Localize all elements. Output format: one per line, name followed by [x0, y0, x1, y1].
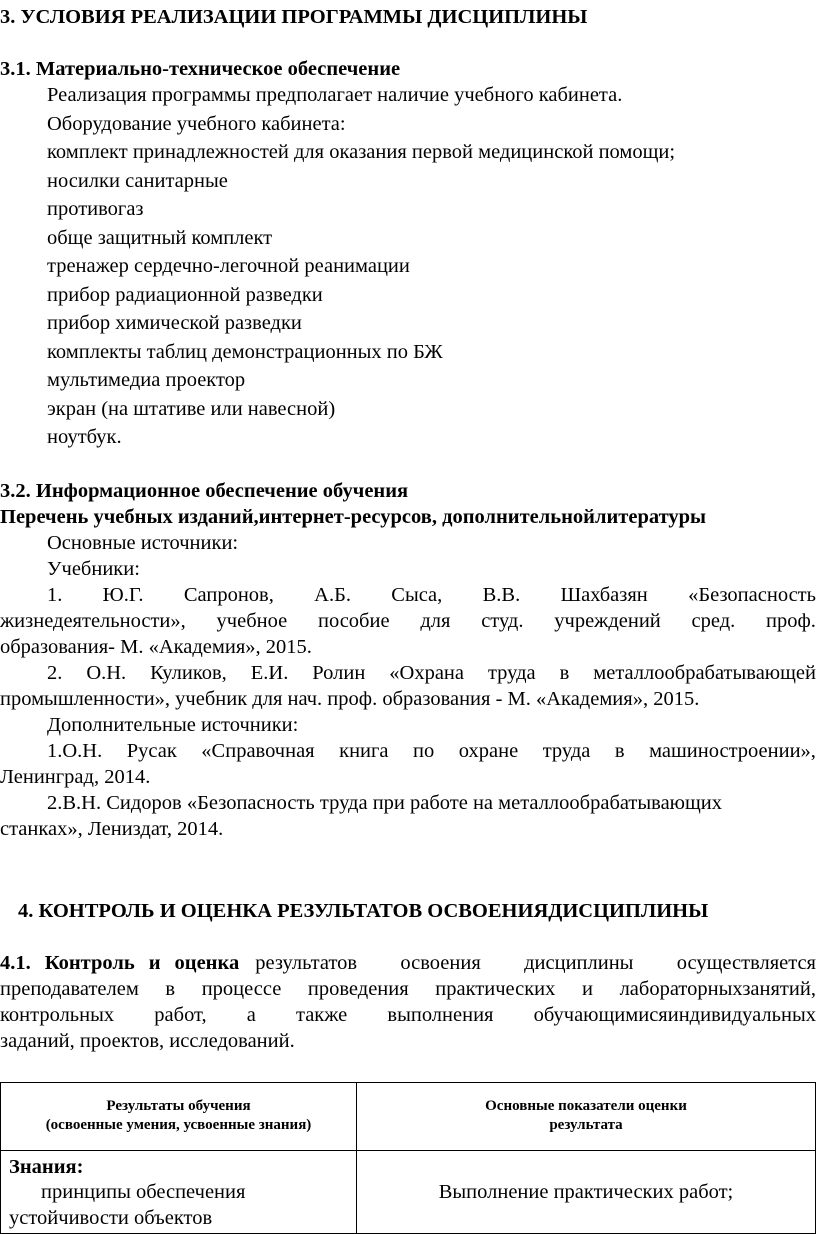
knowledge-text-line-2: устойчивости объектов [9, 1207, 213, 1229]
word: практических [435, 978, 556, 1000]
table-header-row [1, 1083, 816, 1151]
header-results-line-2: (освоенные умения, усвоенные знания) [45, 1117, 312, 1133]
reference-1-line-2 [0, 608, 816, 634]
word: 1. [47, 584, 63, 606]
word: Контроль [44, 952, 135, 974]
word: жизнедеятельности», [0, 610, 186, 632]
word: осуществляется [676, 952, 816, 974]
subsection-3-1-title: 3.1. Материально-техническое обеспечение [0, 58, 401, 80]
reference-3-line-1 [47, 738, 816, 764]
subsection-3-2-title: 3.2. Информационное обеспечение обучения [0, 480, 409, 502]
word: в [559, 662, 570, 684]
word: Сапронов, [183, 584, 274, 606]
equipment-list-item: Оборудование учебного кабинета: [47, 112, 346, 135]
word: результатов [255, 952, 358, 974]
equipment-list-item: противогаз [47, 198, 144, 220]
word: и [148, 952, 161, 974]
table-header-indicators [357, 1083, 816, 1151]
table-cell-knowledge [1, 1151, 357, 1234]
section-4-title: 4. КОНТРОЛЬ И ОЦЕНКА РЕЗУЛЬТАТОВ ОСВОЕНИЯДИСЦИПЛИНЫ [18, 900, 709, 922]
equipment-list-item: обще защитный комплект [47, 226, 273, 249]
reference-4-line-1: 2.В.Н. Сидоров «Безопасность труда при работе на металлообрабатывающих [47, 792, 722, 814]
extra-sources-label: Дополнительные источники: [47, 714, 299, 736]
word: труда [542, 740, 591, 762]
paragraph-4-1-rest [255, 950, 816, 976]
word: 2. [47, 662, 63, 684]
word: для [420, 610, 451, 632]
word: труда [487, 662, 536, 684]
equipment-list-item: тренажер сердечно-легочной реанимации [47, 255, 410, 277]
textbooks-label: Учебники: [47, 558, 140, 580]
equipment-list-item: комплекты таблиц демонстрационных по БЖ [47, 340, 443, 363]
word: освоения [400, 952, 481, 974]
word: контрольных [0, 1004, 115, 1026]
word: также [296, 1004, 348, 1026]
word: металлообрабатывающей [593, 662, 816, 684]
equipment-list-item: экран (на штативе или навесной) [47, 397, 336, 420]
word: «Охрана [389, 662, 465, 684]
word: лабораторныхзанятий, [619, 978, 816, 1000]
word: работ, [154, 1004, 207, 1026]
equipment-list-item: ноутбук. [47, 426, 122, 448]
header-results-line-1: Результаты обучения [106, 1098, 251, 1114]
word: проведения [307, 978, 409, 1000]
word: Куликов, [150, 662, 227, 684]
paragraph-4-1-line-3 [0, 1002, 816, 1028]
paragraph-4-1-line-1 [0, 950, 816, 976]
word: Сыса, [391, 584, 443, 606]
header-indicators-line-2: результата [549, 1117, 623, 1133]
equipment-list-item: Реализация программы предполагает наличие учебного кабинета. [47, 84, 623, 106]
word: Шахбазян [560, 584, 648, 606]
reference-4-line-2: станках», Лениздат, 2014. [0, 818, 224, 840]
paragraph-4-1-line-4: заданий, проектов, исследований. [0, 1030, 295, 1052]
word: в [165, 978, 176, 1000]
word: процессе [201, 978, 282, 1000]
word: 1.О.Н. [47, 740, 103, 762]
word: машиностроении», [649, 740, 816, 762]
main-sources-label: Основные источники: [47, 532, 239, 554]
table-row [1, 1151, 816, 1234]
paragraph-4-1-line-2 [0, 976, 816, 1002]
word: книга [339, 740, 389, 762]
word: по [413, 740, 435, 762]
table-cell-indicator [357, 1151, 816, 1234]
word: преподавателем [0, 978, 139, 1000]
subsection-3-2-subtitle: Перечень учебных изданий,интернет-ресурсов, дополнительнойлитературы [0, 506, 707, 528]
word: Ю.Г. [102, 584, 144, 606]
reference-1-line-1 [47, 582, 816, 608]
word: обучающимисяиндивидуальных [533, 1004, 816, 1026]
section-3-title: 3. УСЛОВИЯ РЕАЛИЗАЦИИ ПРОГРАММЫ ДИСЦИПЛИНЫ [0, 6, 588, 28]
knowledge-label: Знания: [9, 1156, 84, 1178]
results-table [0, 1082, 816, 1234]
word: студ. [481, 610, 524, 632]
word: 4.1. [0, 952, 31, 974]
word: дисциплины [524, 952, 634, 974]
equipment-list-item: прибор химической разведки [47, 312, 302, 334]
word: выполнения [387, 1004, 494, 1026]
word: учреждений [554, 610, 661, 632]
equipment-list-item: носилки санитарные [47, 169, 228, 192]
word: Русак [126, 740, 177, 762]
word: сред. [691, 610, 736, 632]
word: Е.И. [250, 662, 289, 684]
word: охране [458, 740, 519, 762]
table-header-results [1, 1083, 357, 1151]
word: «Справочная [201, 740, 315, 762]
word: пособие [317, 610, 390, 632]
equipment-list-item: мультимедиа проектор [47, 369, 246, 391]
word: а [246, 1004, 256, 1026]
knowledge-text-line-1: принципы обеспечения [41, 1181, 246, 1203]
word: «Безопасность [688, 584, 816, 606]
reference-2-line-2: промышленности», учебник для нач. проф. образования - М. «Академия», 2015. [0, 688, 700, 710]
equipment-list-item: прибор радиационной разведки [47, 283, 323, 306]
header-indicators-line-1: Основные показатели оценки [485, 1098, 687, 1114]
reference-1-line-3: образования- М. «Академия», 2015. [0, 636, 312, 658]
word: А.Б. [314, 584, 351, 606]
word: В.В. [482, 584, 521, 606]
word: и [582, 978, 593, 1000]
reference-3-line-2: Ленинград, 2014. [0, 766, 151, 788]
paragraph-4-1-bold-lead [0, 950, 239, 976]
word: учебное [216, 610, 288, 632]
word: в [614, 740, 625, 762]
indicator-text: Выполнение практических работ; [438, 1180, 734, 1203]
word: О.Н. [86, 662, 127, 684]
reference-2-line-1 [47, 660, 816, 686]
word: оценка [174, 952, 240, 974]
equipment-list-item: комплект принадлежностей для оказания первой медицинской помощи; [47, 141, 676, 163]
word: Ролин [312, 662, 366, 684]
word: проф. [766, 610, 816, 632]
